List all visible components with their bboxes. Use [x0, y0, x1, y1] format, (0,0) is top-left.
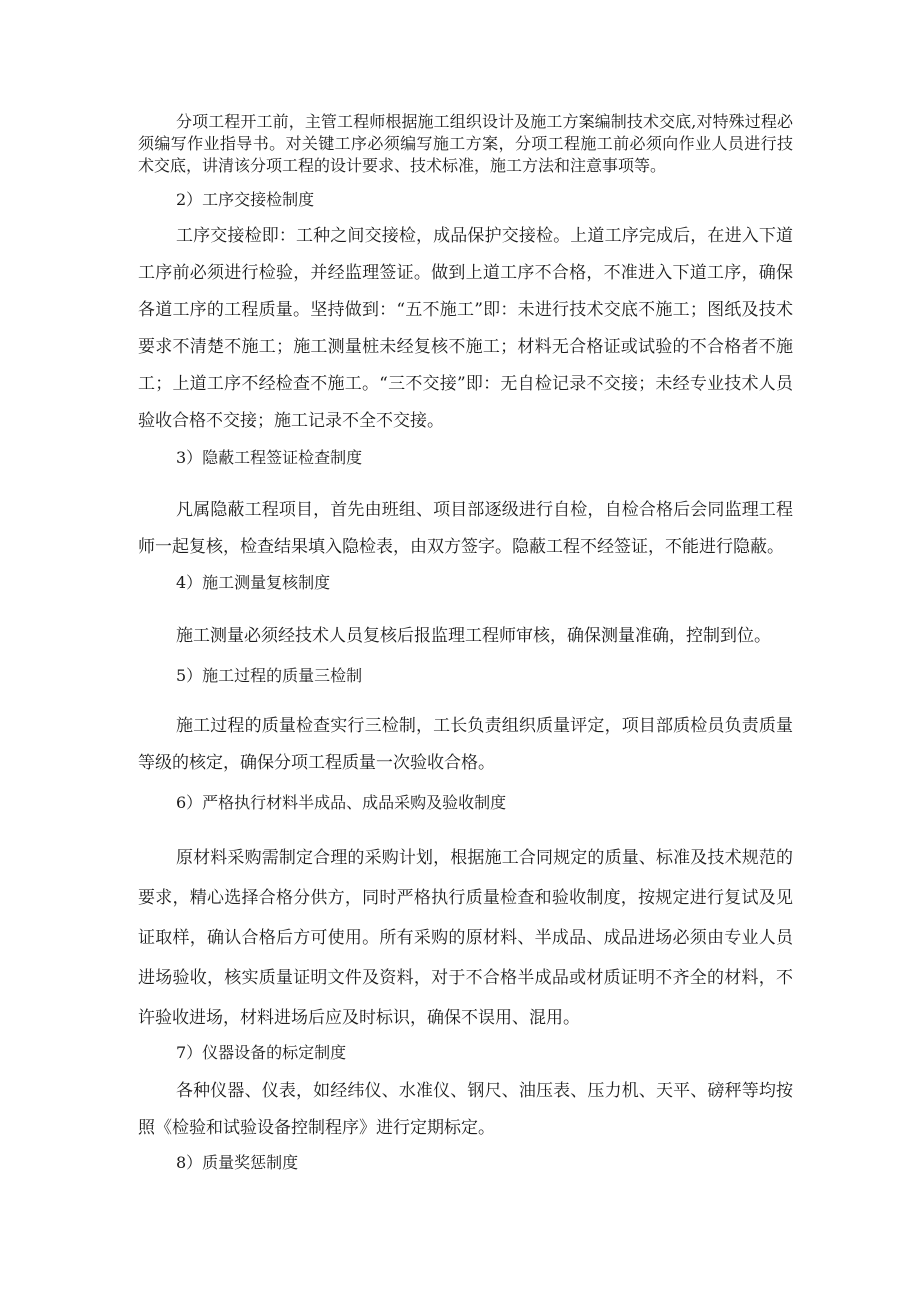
heading-4-survey-check: 4）施工测量复核制度: [176, 573, 331, 592]
paragraph-5-three-inspections: 施工过程的质量检查实行三检制，工长负责组织质量评定，项目部质检员负责质量等级的核定，确保分项工程质量一次验收合格。: [138, 716, 793, 773]
paragraph-2-process-handover: 工序交接检即：工种之间交接检，成品保护交接检。上道工序完成后，在进入下道工序前必须进行检验，并经监理签证。做到上道工序不合格，不准进入下道工序，确保各道工序的工程质量。坚持做到：“五不施工”即：未进行技术交底不施工；图纸及技术要求不清楚不施工；施工测量桩未经复核不施工；材料无合格证或试验的不合格者不施工；上道工序不经检查不施工。“三不交接”即：无自检记录不交接；未经专业技术人员验收合格不交接；施工记录不全不交接。: [138, 226, 793, 431]
paragraph-7-instrument-calibration: 各种仪器、仪表，如经纬仪、水准仪、钢尺、油压表、压力机、天平、磅秤等均按照《检验和试验设备控制程序》进行定期标定。: [138, 1081, 793, 1138]
paragraph-4-survey-check: 施工测量必须经技术人员复核后报监理工程师审核，确保测量准确，控制到位。: [176, 626, 771, 646]
heading-3-hidden-works: 3）隐蔽工程签证检查制度: [176, 448, 363, 467]
heading-6-material-procurement: 6）严格执行材料半成品、成品采购及验收制度: [176, 793, 507, 812]
heading-7-instrument-calibration: 7）仪器设备的标定制度: [176, 1043, 347, 1062]
paragraph-6-material-procurement: 原材料采购需制定合理的采购计划，根据施工合同规定的质量、标准及技术规范的要求，精心选择合格分供方，同时严格执行质量检查和验收制度，按规定进行复试及见证取样，确认合格后方可使用。所有采购的原材料、半成品、成品进场必须由专业人员进场验收，核实质量证明文件及资料，对于不合格半成品或材质证明不齐全的材料，不许验收进场，材料进场后应及时标识，确保不误用、混用。: [138, 848, 793, 1028]
paragraph-3-hidden-works: 凡属隐蔽工程项目，首先由班组、项目部逐级进行自检，自检合格后会同监理工程师一起复核，检查结果填入隐检表，由双方签字。隐蔽工程不经签证，不能进行隐蔽。: [138, 500, 793, 557]
heading-5-three-inspections: 5）施工过程的质量三检制: [176, 666, 363, 685]
heading-2-process-handover: 2）工序交接检制度: [176, 190, 315, 209]
heading-8-quality-rewards: 8）质量奖惩制度: [176, 1153, 299, 1172]
intro-paragraph: 分项工程开工前，主管工程师根据施工组织设计及施工方案编制技术交底,对特殊过程必须编写作业指导书。对关键工序必须编写施工方案，分项工程施工前必须向作业人员进行技术交底，讲清该分项工程的设计要求、技术标准，施工方法和注意事项等。: [138, 112, 793, 175]
